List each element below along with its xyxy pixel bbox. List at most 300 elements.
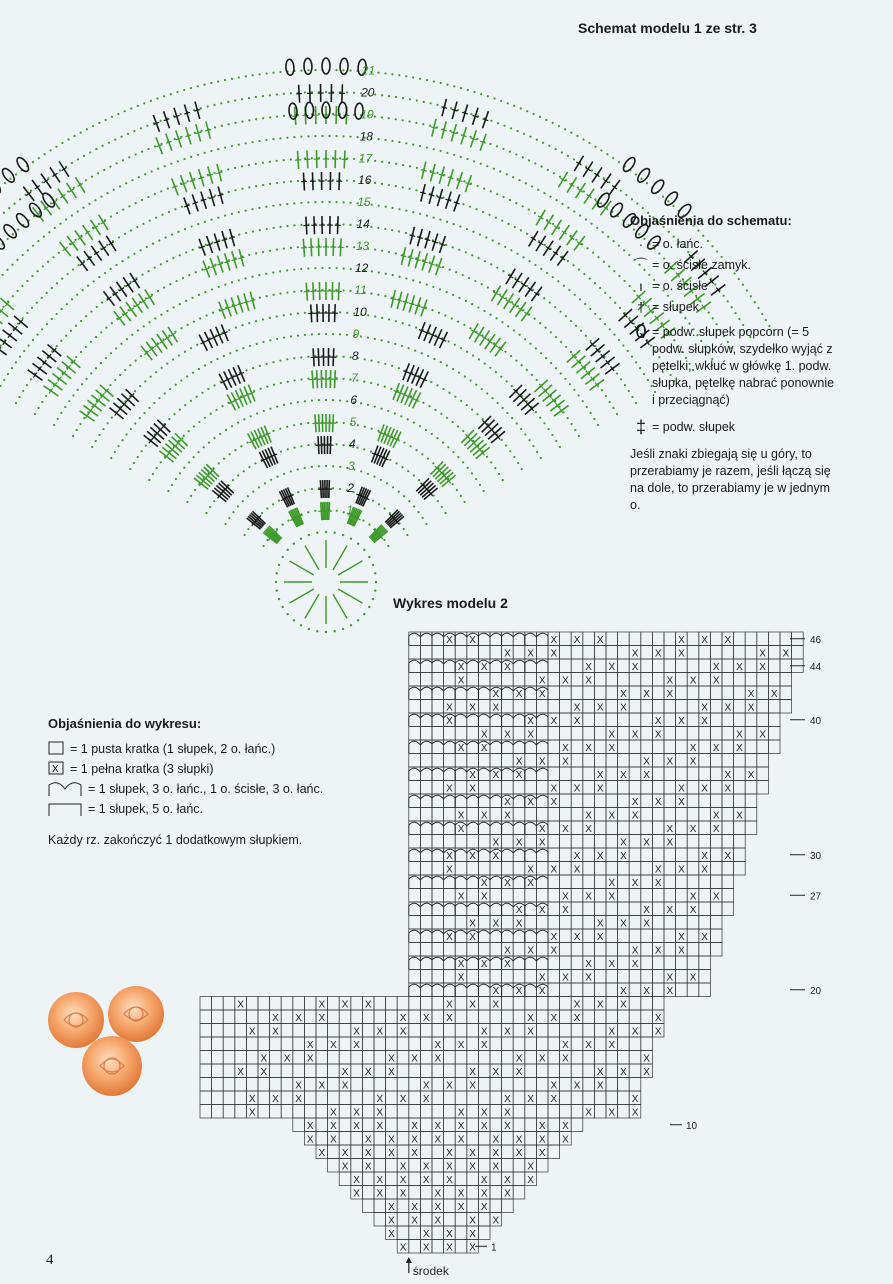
chart-cell bbox=[397, 1118, 409, 1132]
chain-dot bbox=[513, 105, 515, 107]
chart-cell bbox=[594, 1091, 606, 1105]
chain-dot bbox=[609, 297, 611, 299]
chain-dot bbox=[258, 486, 260, 488]
chart-cell bbox=[536, 1105, 548, 1119]
chart-cell bbox=[478, 1132, 490, 1146]
chain-dot bbox=[286, 203, 288, 205]
chart-cell bbox=[594, 713, 606, 727]
chain-dot bbox=[377, 72, 379, 74]
chain-dot bbox=[419, 425, 421, 427]
chart-cell bbox=[710, 700, 722, 714]
chain-dot bbox=[343, 201, 345, 203]
chain-dot bbox=[266, 228, 268, 230]
chain-dot bbox=[454, 344, 456, 346]
chain-dot bbox=[624, 384, 626, 386]
chart-cell bbox=[455, 727, 467, 741]
filled-cell-x: X bbox=[248, 1107, 256, 1119]
chart-cell bbox=[513, 1010, 525, 1024]
filled-cell-x: X bbox=[596, 851, 604, 862]
chart-cell bbox=[745, 673, 757, 687]
chain-dot bbox=[490, 190, 492, 192]
chain-dot bbox=[342, 444, 344, 446]
chain-dot bbox=[509, 199, 511, 201]
chain-dot bbox=[448, 392, 450, 394]
chart-cell bbox=[560, 1078, 572, 1092]
chain-dot bbox=[374, 160, 376, 162]
chain-dot bbox=[367, 404, 369, 406]
chain-dot bbox=[110, 268, 112, 270]
filled-cell-x: X bbox=[573, 716, 581, 727]
chain-dot bbox=[266, 386, 268, 388]
filled-cell-x: X bbox=[608, 810, 616, 822]
filled-cell-x: X bbox=[364, 1067, 372, 1078]
chain-dot bbox=[600, 202, 602, 204]
chain-dot bbox=[156, 97, 158, 99]
chain-dot bbox=[403, 495, 405, 497]
filled-cell-x: X bbox=[457, 1040, 465, 1051]
chart-cell bbox=[339, 1118, 351, 1132]
chain-dot bbox=[286, 137, 288, 139]
chart-cell bbox=[339, 1172, 351, 1186]
chart-cell bbox=[386, 1010, 398, 1024]
chart-cell bbox=[467, 862, 479, 876]
round-label: 14 bbox=[356, 217, 370, 232]
chain-dot bbox=[430, 102, 432, 104]
chart-cell bbox=[583, 1078, 595, 1092]
chain-dot bbox=[46, 292, 48, 294]
stitch-bar bbox=[403, 301, 409, 303]
filled-cell-x: X bbox=[550, 716, 558, 727]
chain-dot bbox=[134, 422, 136, 424]
filled-cell-x: X bbox=[585, 891, 592, 903]
chain-dot bbox=[86, 378, 88, 380]
chain-dot bbox=[384, 72, 386, 74]
chain-dot bbox=[164, 165, 166, 167]
chain-dot bbox=[137, 329, 139, 331]
chain-dot bbox=[197, 451, 199, 453]
filled-cell-x: X bbox=[678, 864, 685, 876]
row-label: 30 bbox=[810, 850, 822, 862]
chain-dot bbox=[460, 156, 462, 158]
chain-dot bbox=[311, 157, 313, 159]
chain-dot bbox=[135, 202, 137, 204]
chart-cell bbox=[420, 727, 432, 741]
center-ring bbox=[275, 531, 377, 633]
filled-cell-x: X bbox=[422, 1013, 430, 1024]
filled-cell-x: X bbox=[341, 1161, 349, 1173]
chain-dot bbox=[374, 338, 376, 340]
chain-dot bbox=[314, 69, 316, 71]
chain-dot bbox=[234, 122, 236, 124]
stitch-bar bbox=[461, 135, 467, 137]
filled-cell-x: X bbox=[527, 797, 534, 808]
chart-cell bbox=[351, 997, 363, 1011]
chain-dot bbox=[124, 233, 126, 235]
ring-stitch bbox=[305, 546, 319, 570]
chart-cell bbox=[502, 1037, 514, 1051]
chain-dot bbox=[516, 130, 518, 132]
chart-cell bbox=[757, 740, 769, 754]
filled-cell-x: X bbox=[434, 1121, 442, 1132]
center-arrow-head bbox=[406, 1257, 412, 1263]
chain-dot bbox=[540, 166, 542, 168]
chain-dot bbox=[297, 491, 299, 493]
filled-cell-x: X bbox=[631, 878, 639, 889]
chain-dot bbox=[260, 388, 262, 390]
chart-cell bbox=[722, 659, 734, 673]
chain-dot bbox=[92, 125, 94, 127]
chain-dot bbox=[106, 422, 108, 424]
chain-dot bbox=[395, 96, 397, 98]
chart-cell bbox=[397, 1105, 409, 1119]
chain-dot bbox=[183, 158, 185, 160]
chart-cell bbox=[629, 632, 641, 646]
chart-cell bbox=[467, 943, 479, 957]
chart-cell bbox=[618, 929, 630, 943]
chart-cell bbox=[420, 1132, 432, 1146]
chain-dot bbox=[0, 385, 2, 387]
chart-cell bbox=[513, 1159, 525, 1173]
chart-cell bbox=[409, 727, 421, 741]
chain-dot bbox=[307, 356, 309, 358]
chart-cell bbox=[687, 686, 699, 700]
chart-cell bbox=[409, 1159, 421, 1173]
chart-cell bbox=[525, 916, 537, 930]
chart-cell bbox=[676, 659, 688, 673]
chart-cell bbox=[513, 1186, 525, 1200]
filled-cell-x: X bbox=[364, 999, 372, 1011]
filled-cell-x: X bbox=[712, 810, 720, 822]
chain-dot bbox=[179, 254, 181, 256]
chart-cell bbox=[397, 1199, 409, 1213]
chart-cell bbox=[502, 1145, 514, 1159]
chain-dot bbox=[251, 208, 253, 210]
chain-dot bbox=[573, 158, 575, 160]
filled-cell-x: X bbox=[399, 1094, 407, 1105]
chart-cell bbox=[513, 889, 525, 903]
filled-cell-x: X bbox=[504, 1175, 511, 1186]
filled-cell-x: X bbox=[457, 1188, 465, 1200]
chain-dot bbox=[65, 335, 67, 337]
chain-dot bbox=[517, 462, 519, 464]
filled-cell-x: X bbox=[330, 1121, 337, 1132]
filled-cell-x: X bbox=[434, 1040, 442, 1051]
chain-dot bbox=[275, 581, 277, 583]
chain-dot bbox=[559, 310, 561, 312]
chart-cell bbox=[258, 1078, 270, 1092]
chain-dot bbox=[199, 317, 201, 319]
filled-cell-x: X bbox=[237, 1067, 244, 1078]
filled-cell-x: X bbox=[515, 756, 523, 768]
filled-cell-x: X bbox=[585, 1107, 592, 1119]
chain-dot bbox=[90, 372, 92, 374]
chain-dot bbox=[460, 495, 462, 497]
chain-dot bbox=[377, 227, 379, 229]
chain-dot bbox=[439, 219, 441, 221]
stitch-bar bbox=[441, 107, 447, 108]
chain-dot bbox=[462, 461, 464, 463]
chart-cell bbox=[583, 862, 595, 876]
chain-dot bbox=[314, 201, 316, 203]
chart-cell bbox=[618, 1037, 630, 1051]
chain-dot bbox=[80, 131, 82, 133]
chain-dot bbox=[483, 310, 485, 312]
chart-cell bbox=[710, 767, 722, 781]
chain-dot bbox=[540, 268, 542, 270]
chart-cell bbox=[629, 983, 641, 997]
chart-cell bbox=[618, 794, 630, 808]
chart-cell bbox=[444, 1105, 456, 1119]
chart-cell bbox=[699, 970, 711, 984]
chart-cell bbox=[513, 646, 525, 660]
chart-cell bbox=[478, 970, 490, 984]
chain-dot bbox=[590, 223, 592, 225]
chain-dot bbox=[135, 153, 137, 155]
chain-dot bbox=[95, 148, 97, 150]
chain-dot bbox=[304, 400, 306, 402]
filled-cell-x: X bbox=[457, 891, 465, 903]
chart-cell bbox=[374, 1037, 386, 1051]
chart-cell bbox=[351, 1091, 363, 1105]
chain-dot bbox=[395, 462, 397, 464]
ring-stitch bbox=[333, 546, 347, 570]
chain-dot bbox=[286, 426, 288, 428]
chain-dot bbox=[304, 91, 306, 93]
filled-cell-x: X bbox=[480, 1026, 488, 1038]
chain-dot bbox=[586, 406, 588, 408]
stitch-bar bbox=[448, 177, 454, 179]
chain-dot bbox=[41, 181, 43, 183]
schema-legend-note: Jeśli znaki zbiegają się u góry, to przerabiamy je razem, jeśli łączą się na dole, to przerabiamy je w jednym o. bbox=[630, 447, 831, 512]
chart-cell bbox=[444, 646, 456, 660]
chain-dot bbox=[582, 400, 584, 402]
chain-dot bbox=[591, 169, 593, 171]
chart-cell bbox=[629, 686, 641, 700]
chain-dot bbox=[224, 79, 226, 81]
chart-cell bbox=[270, 1051, 282, 1065]
chain-dot bbox=[167, 188, 169, 190]
chain-dot bbox=[246, 441, 248, 443]
stitch-bar bbox=[452, 109, 458, 111]
chain-dot bbox=[36, 302, 38, 304]
chart-cell bbox=[223, 1078, 235, 1092]
chain-dot bbox=[342, 135, 344, 137]
chain-dot bbox=[408, 120, 410, 122]
chain-dot bbox=[384, 363, 386, 365]
chain-dot bbox=[547, 428, 549, 430]
filled-cell-x: X bbox=[399, 1242, 407, 1254]
chain-dot bbox=[141, 199, 143, 201]
filled-cell-x: X bbox=[666, 689, 674, 700]
chart-cell bbox=[386, 1024, 398, 1038]
chain-dot bbox=[32, 161, 34, 163]
chain-dot bbox=[223, 458, 225, 460]
filled-cell-x: X bbox=[724, 635, 732, 646]
chart-cell bbox=[223, 997, 235, 1011]
filled-cell-x: X bbox=[585, 1040, 592, 1051]
chain-dot bbox=[520, 229, 522, 231]
chain-dot bbox=[71, 162, 73, 164]
chain-dot bbox=[190, 400, 192, 402]
round-label: 6 bbox=[350, 393, 358, 408]
chain-dot bbox=[145, 444, 147, 446]
chain-dot bbox=[388, 184, 390, 186]
filled-cell-x: X bbox=[631, 1026, 639, 1038]
chart-cell bbox=[467, 889, 479, 903]
chart-cell bbox=[606, 835, 618, 849]
chart-cell bbox=[768, 673, 780, 687]
chart-cell bbox=[687, 700, 699, 714]
chain-dot bbox=[105, 119, 107, 121]
chain-dot bbox=[371, 428, 373, 430]
chart-cell bbox=[235, 1105, 247, 1119]
chart-cell bbox=[339, 1010, 351, 1024]
chart-cell bbox=[560, 1064, 572, 1078]
chain-dot bbox=[476, 138, 478, 140]
chain-dot bbox=[175, 478, 177, 480]
chain-dot bbox=[526, 369, 528, 371]
chart-cell bbox=[618, 1024, 630, 1038]
chain-dot bbox=[169, 283, 171, 285]
chart-cell bbox=[664, 659, 676, 673]
chain-dot bbox=[252, 367, 254, 369]
chart-cell bbox=[502, 1159, 514, 1173]
filled-cell-x: X bbox=[562, 1134, 569, 1146]
popcorn bbox=[338, 102, 347, 118]
chart-cell bbox=[235, 1024, 247, 1038]
chain-dot bbox=[470, 113, 472, 115]
chain-dot bbox=[300, 290, 302, 292]
page-number: 4 bbox=[46, 1252, 54, 1268]
chart-cell bbox=[618, 808, 630, 822]
stitch-bar bbox=[390, 298, 396, 299]
filled-cell-x: X bbox=[631, 959, 639, 970]
chain-dot bbox=[300, 136, 302, 138]
chart-cell bbox=[606, 902, 618, 916]
chart-cell bbox=[676, 902, 688, 916]
chain-dot bbox=[343, 267, 345, 269]
chart-cell bbox=[420, 1199, 432, 1213]
chain-dot bbox=[510, 355, 512, 357]
chain-dot bbox=[520, 107, 522, 109]
chart-cell bbox=[200, 1051, 212, 1065]
chain-dot bbox=[283, 404, 285, 406]
chart-cell bbox=[676, 767, 688, 781]
chain-dot bbox=[95, 336, 97, 338]
chart-cell bbox=[397, 1213, 409, 1227]
filled-cell-x: X bbox=[399, 1161, 407, 1173]
chart-cell bbox=[583, 875, 595, 889]
row-label: 20 bbox=[810, 985, 822, 997]
chart-cell bbox=[432, 862, 444, 876]
chart-cell bbox=[467, 1051, 479, 1065]
round-label: 1 bbox=[346, 503, 354, 518]
chain-dot bbox=[110, 457, 112, 459]
chain-dot bbox=[262, 318, 264, 320]
filled-cell-x: X bbox=[736, 729, 743, 741]
filled-cell-x: X bbox=[411, 1215, 418, 1227]
chart-cell bbox=[618, 943, 630, 957]
chain-dot bbox=[498, 473, 500, 475]
chain-dot bbox=[416, 167, 418, 169]
chain-dot bbox=[446, 84, 448, 86]
filled-cell-x: X bbox=[527, 729, 534, 741]
chain-dot bbox=[353, 92, 355, 94]
chain-dot bbox=[66, 303, 68, 305]
chain-dot bbox=[158, 239, 160, 241]
filled-cell-x: X bbox=[388, 1134, 395, 1146]
chain-dot bbox=[266, 363, 268, 365]
chain-dot bbox=[290, 180, 292, 182]
chain-dot bbox=[245, 232, 247, 234]
chain-dot bbox=[489, 367, 491, 369]
chart-cell bbox=[386, 1186, 398, 1200]
chain-dot bbox=[231, 145, 233, 147]
chart-cell bbox=[432, 1159, 444, 1173]
chain-dot bbox=[446, 152, 448, 154]
chain-dot bbox=[82, 289, 84, 291]
chain-dot bbox=[154, 317, 156, 319]
filled-cell-x: X bbox=[469, 783, 476, 795]
chart-cell bbox=[710, 848, 722, 862]
chain-dot bbox=[357, 424, 359, 426]
chart-cell bbox=[571, 943, 583, 957]
chain-dot bbox=[528, 159, 530, 161]
chain-dot bbox=[453, 223, 455, 225]
round-13 bbox=[34, 238, 618, 415]
chain-dot bbox=[281, 556, 283, 558]
chart-cell bbox=[606, 646, 618, 660]
chain-dot bbox=[353, 158, 355, 160]
chart-cell bbox=[664, 956, 676, 970]
chain-dot bbox=[505, 297, 507, 299]
chart-cell bbox=[618, 673, 630, 687]
chain-dot bbox=[37, 240, 39, 242]
chain-dot bbox=[409, 98, 411, 100]
chart-cell bbox=[699, 943, 711, 957]
chart-cell bbox=[641, 848, 653, 862]
filled-cell-x: X bbox=[353, 1026, 360, 1038]
filled-cell-x: X bbox=[689, 756, 697, 768]
chain-dot bbox=[398, 208, 400, 210]
chart-cell bbox=[710, 929, 722, 943]
chart-cell bbox=[328, 1024, 340, 1038]
chain-dot bbox=[623, 280, 625, 282]
chart-cell bbox=[641, 997, 653, 1011]
chart-cell bbox=[351, 1010, 363, 1024]
chain-dot bbox=[466, 228, 468, 230]
filled-cell-x: X bbox=[562, 824, 569, 835]
stitch-bar bbox=[224, 261, 230, 263]
chain-dot bbox=[381, 161, 383, 163]
stitch-bar bbox=[205, 129, 211, 131]
chain-dot bbox=[297, 180, 299, 182]
chain-dot bbox=[385, 206, 387, 208]
chain-dot bbox=[121, 260, 123, 262]
chain-dot bbox=[534, 162, 536, 164]
chain-dot bbox=[412, 279, 414, 281]
chain-dot bbox=[346, 91, 348, 93]
chart-cell bbox=[641, 673, 653, 687]
chain-dot bbox=[561, 203, 563, 205]
chain-dot bbox=[114, 139, 116, 141]
chart-cell bbox=[490, 1105, 502, 1119]
chart-cell bbox=[502, 700, 514, 714]
chain-dot bbox=[350, 202, 352, 204]
chart-legend-heading: Objaśnienia do wykresu: bbox=[48, 716, 202, 731]
chain-dot bbox=[261, 512, 263, 514]
chart-cell bbox=[710, 794, 722, 808]
